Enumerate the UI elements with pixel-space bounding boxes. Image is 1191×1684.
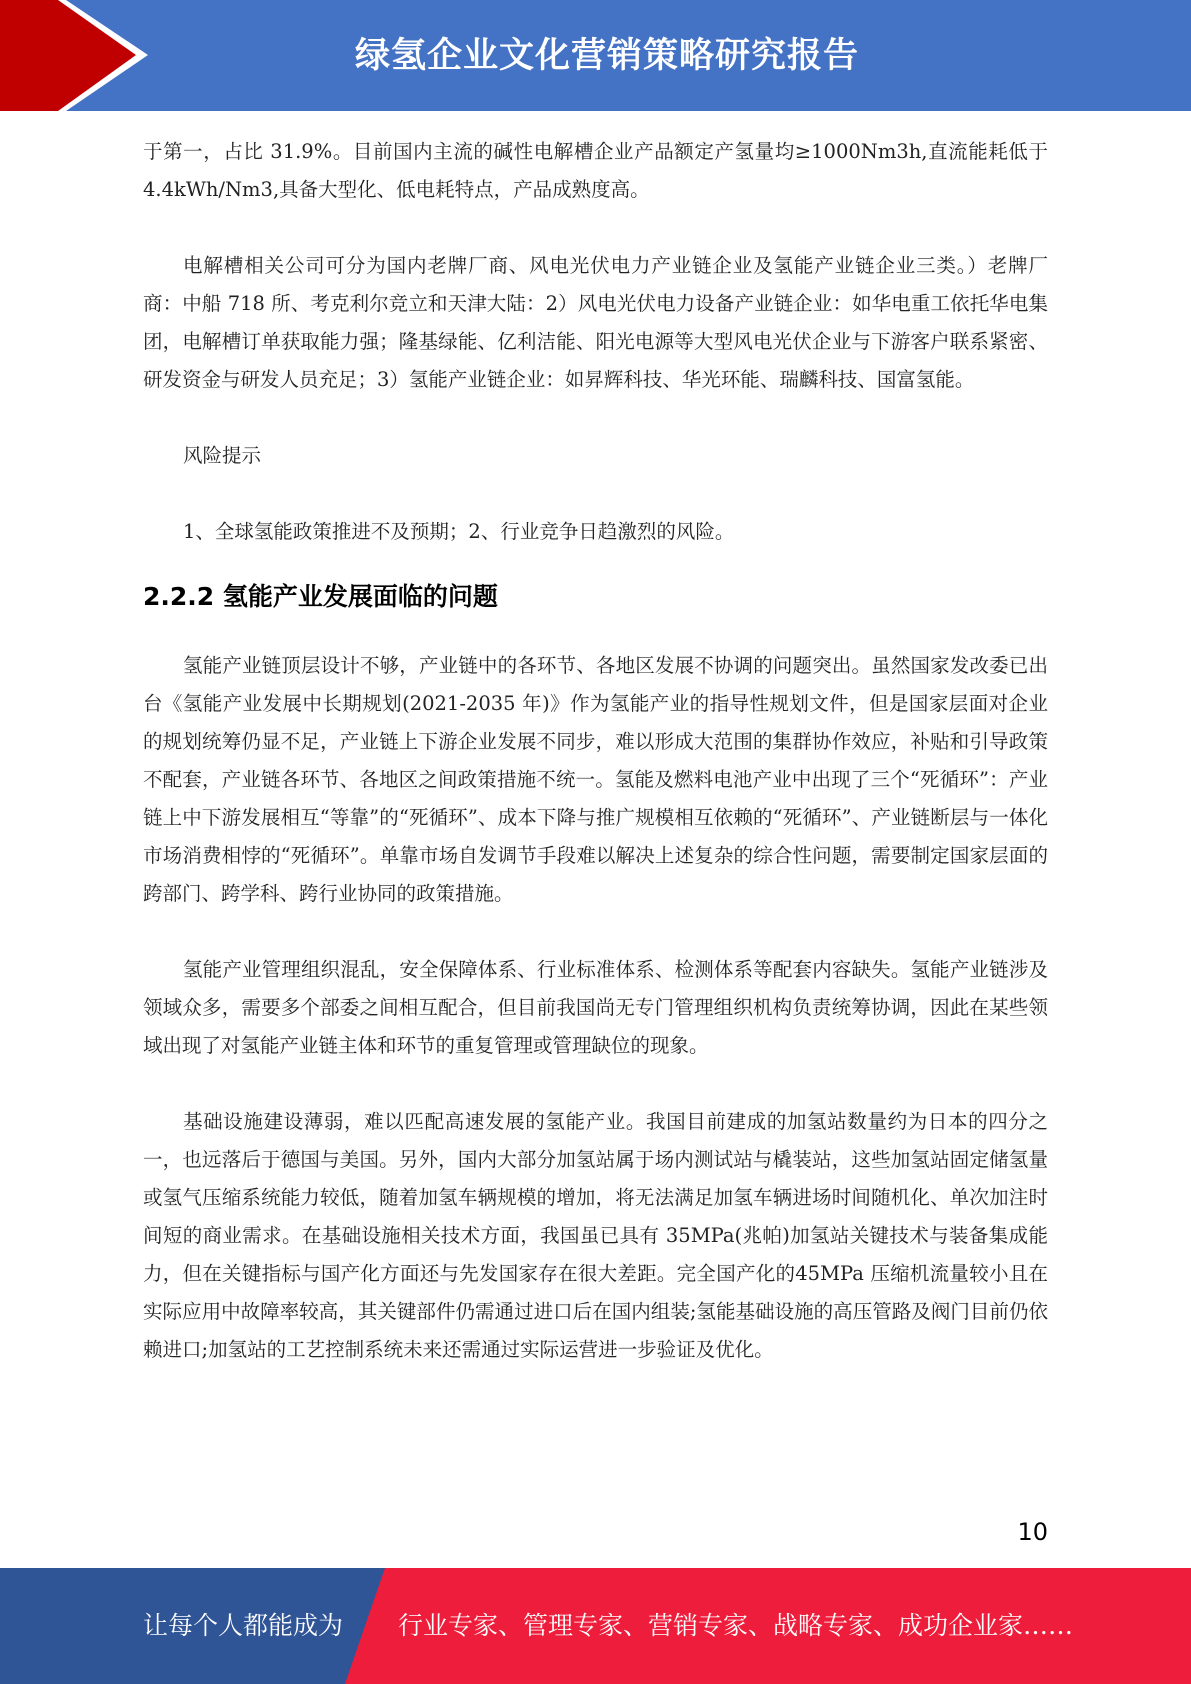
page-footer — [0, 1568, 1191, 1684]
paragraph: 基础设施建设薄弱，难以匹配高速发展的氢能产业。我国目前建成的加氢站数量约为日本的四分之一，也远落后于德国与美国。另外，国内大部分加氢站属于场内测试站与橇装站，这些加氢站固定储氢量或氢气压缩系统能力较低，随着加氢车辆规模的增加，将无法满足加氢车辆进场时间随机化、单次加注时间短的商业需求。在基础设施相关技术方面，我国虽已具有 35MPa(兆帕)加氢站关键技术与装备集成能力，但在关键指标与国产化方面还与先发国家存在很大差距。完全国产化的45MPa 压缩机流量较小且在实际应用中故障率较高，其关键部件仍需通过进口后在国内组装;氢能基础设施的高压管路及阀门目前仍依赖进口;加氢站的工艺控制系统未来还需通过实际运营进一步验证及优化。 — [143, 1110, 1048, 1361]
section-heading: 2.2.2 氢能产业发展面临的问题 — [143, 582, 498, 611]
paragraph: 氢能产业管理组织混乱，安全保障体系、行业标准体系、检测体系等配套内容缺失。氢能产业链涉及领域众多，需要多个部委之间相互配合，但目前我国尚无专门管理组织机构负责统筹协调，因此在某些领域出现了对氢能产业链主体和环节的重复管理或管理缺位的现象。 — [143, 958, 1048, 1057]
paragraph: 电解槽相关公司可分为国内老牌厂商、风电光伏电力产业链企业及氢能产业链企业三类。）老牌厂商：中船 718 所、考克利尔竞立和天津大陆：2）风电光伏电力设备产业链企业：如华电重工依托华电集团，电解槽订单获取能力强；隆基绿能、亿利洁能、阳光电源等大型风电光伏企业与下游客户联系紧密、研发资金与研发人员充足；3）氢能产业链企业：如昇辉科技、华光环能、瑞麟科技、国富氢能。 — [143, 254, 1048, 391]
risk-heading: 风险提示 — [183, 444, 262, 467]
page-number: 10 — [1017, 1518, 1048, 1546]
paragraph: 氢能产业链顶层设计不够，产业链中的各环节、各地区发展不协调的问题突出。虽然国家发改委已出台《氢能产业发展中长期规划(2021-2035 年)》作为氢能产业的指导性规划文件，但是国家层面对企业的规划统筹仍显不足，产业链上下游企业发展不同步，难以形成大范围的集群协作效应，补贴和引导政策不配套，产业链各环节、各地区之间政策措施不统一。氢能及燃料电池产业中出现了三个“死循环”：产业链上中下游发展相互“等靠”的“死循环”、成本下降与推广规模相互依赖的“死循环”、产业链断层与一体化市场消费相悖的“死循环”。单靠市场自发调节手段难以解决上述复杂的综合性问题，需要制定国家层面的跨部门、跨学科、跨行业协同的政策措施。 — [143, 654, 1048, 905]
footer-slogan-right: 行业专家、管理专家、营销专家、战略专家、成功企业家…… — [398, 1611, 1074, 1640]
paragraph: 于第一，占比 31.9%。目前国内主流的碱性电解槽企业产品额定产氢量均≥1000Nm3h,直流能耗低于 4.4kWh/Nm3,具备大型化、低电耗特点，产品成熟度高。 — [143, 140, 1048, 201]
footer-slogan-left: 让每个人都能成为 — [143, 1611, 344, 1640]
document-body — [143, 133, 1048, 1369]
header-title: 绿氢企业文化营销策略研究报告 — [355, 36, 860, 76]
paragraph: 1、全球氢能政策推进不及预期；2、行业竞争日趋激烈的风险。 — [183, 520, 735, 543]
page-header — [0, 0, 1191, 111]
